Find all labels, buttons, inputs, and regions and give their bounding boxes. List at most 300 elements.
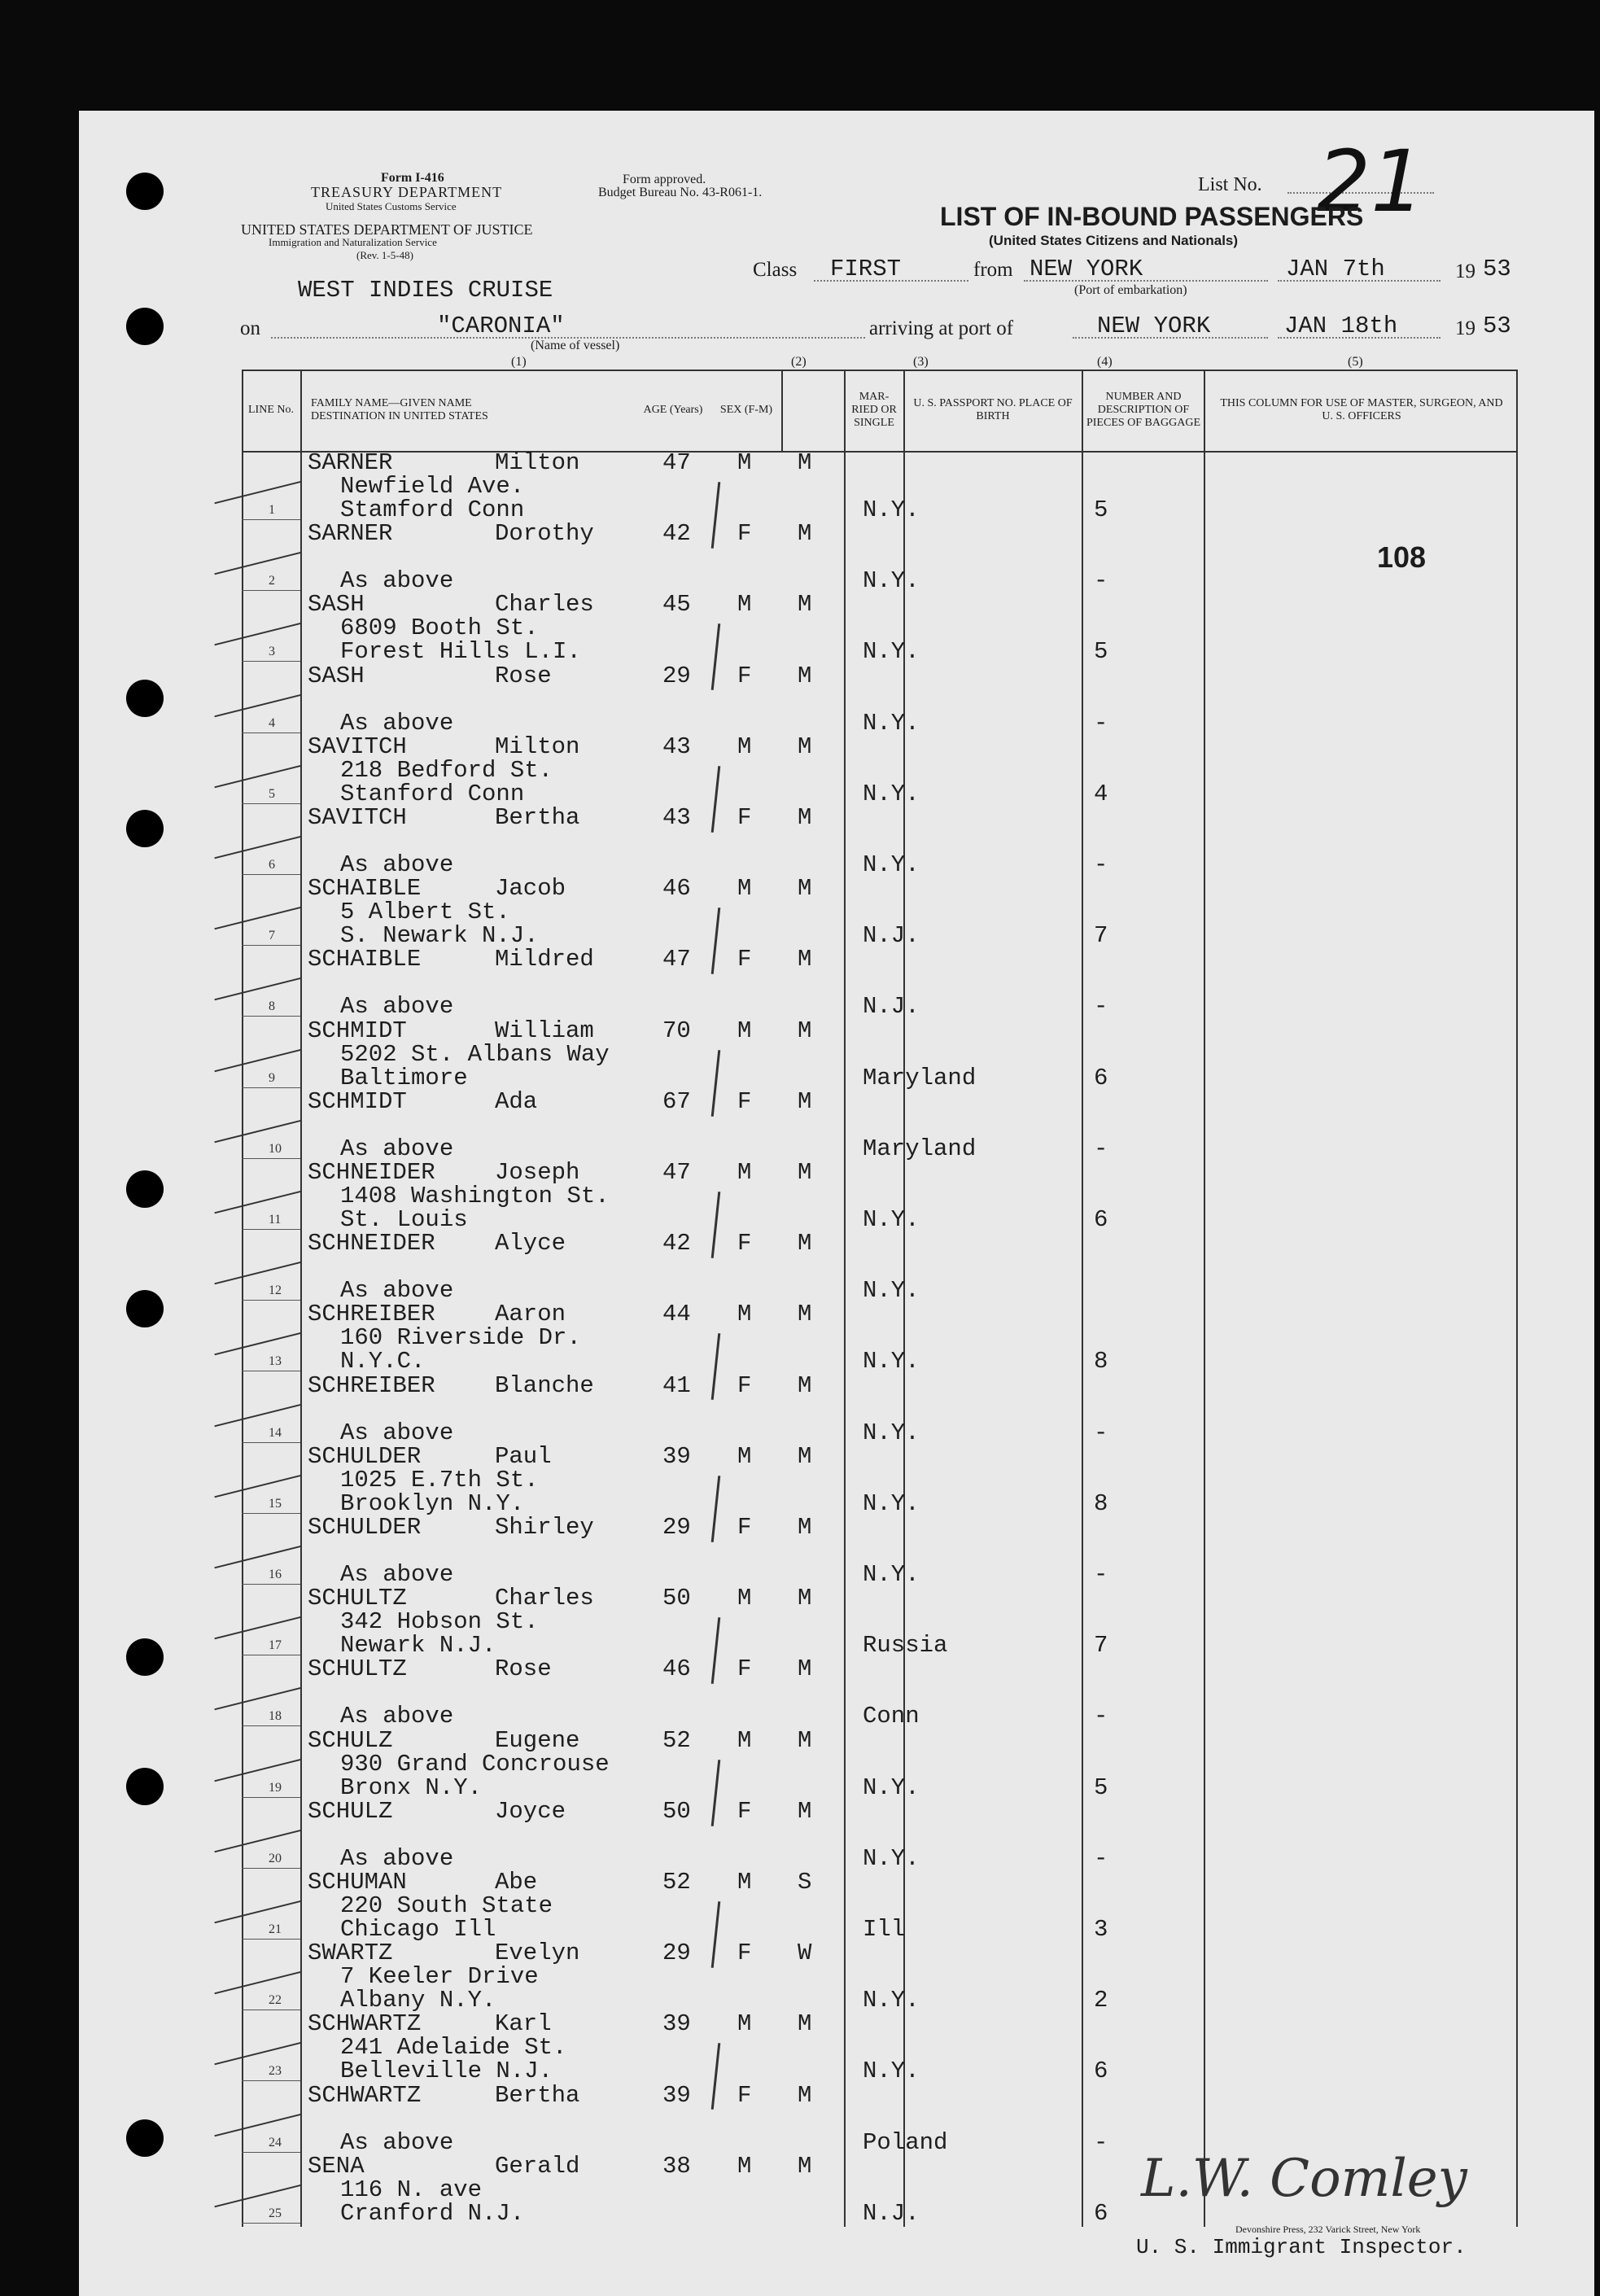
punch-hole xyxy=(126,1638,164,1676)
sex: M xyxy=(737,1017,752,1044)
address-line-2: As above xyxy=(340,1419,454,1446)
line-number: 16 xyxy=(269,1568,282,1581)
sex: M xyxy=(737,449,752,476)
address-line-2: As above xyxy=(340,1135,454,1162)
place-of-birth: N.Y. xyxy=(863,1489,920,1517)
place-of-birth: N.Y. xyxy=(863,709,920,737)
marital-status: M xyxy=(798,946,812,973)
place-of-birth: N.Y. xyxy=(863,638,920,666)
baggage-count: - xyxy=(1094,1135,1108,1162)
customs-service: United States Customs Service xyxy=(326,200,457,212)
address-line-2: As above xyxy=(340,709,454,737)
row-divider xyxy=(242,2152,300,2153)
given-name: William xyxy=(495,1017,594,1044)
place-of-birth: N.Y. xyxy=(863,1206,920,1233)
place-of-birth: N.Y. xyxy=(863,2058,920,2085)
place-of-birth: N.J. xyxy=(863,993,920,1021)
line-number: 1 xyxy=(269,503,275,517)
on-label: on xyxy=(240,317,260,339)
sex: M xyxy=(737,875,752,903)
line-number: 6 xyxy=(269,858,275,872)
page-title: LIST OF IN-BOUND PASSENGERS xyxy=(940,202,1364,231)
family-name: SCHAIBLE xyxy=(308,875,422,903)
punch-hole xyxy=(126,1768,164,1805)
address-line-1: 7 Keeler Drive xyxy=(340,1963,539,1991)
place-of-birth: N.Y. xyxy=(863,851,920,878)
family-name: SCHWARTZ xyxy=(308,2010,422,2038)
baggage-count: 6 xyxy=(1094,2199,1108,2227)
family-name: SCHAIBLE xyxy=(308,946,422,973)
column-number: (4) xyxy=(1097,355,1113,369)
address-line-2: Belleville N.J. xyxy=(340,2058,553,2085)
address-line-2: As above xyxy=(340,1277,454,1305)
address-line-1: 160 Riverside Dr. xyxy=(340,1324,581,1352)
age: 44 xyxy=(662,1301,691,1328)
column-number: (1) xyxy=(511,355,527,369)
sex: M xyxy=(737,733,752,760)
address-line-1: 6809 Booth St. xyxy=(340,614,539,642)
address-line-2: Cranford N.J. xyxy=(340,2199,525,2227)
address-line-2: Stamford Conn xyxy=(340,496,525,523)
family-name: SCHREIBER xyxy=(308,1371,435,1399)
family-name: SCHULDER xyxy=(308,1514,422,1541)
place-of-birth: N.Y. xyxy=(863,1773,920,1801)
header-age: AGE (Years) xyxy=(643,404,703,416)
place-of-birth: Conn xyxy=(863,1703,920,1730)
marital-status: M xyxy=(798,1655,812,1683)
baggage-count: - xyxy=(1094,709,1108,737)
place-of-birth: N.J. xyxy=(863,2199,920,2227)
address-line-2: As above xyxy=(340,1703,454,1730)
given-name: Joyce xyxy=(495,1797,566,1825)
form-number: Form I-416 xyxy=(381,171,444,185)
header-sex: SEX (F-M) xyxy=(719,404,773,416)
row-divider xyxy=(242,1016,300,1017)
age: 70 xyxy=(662,1017,691,1044)
place-of-birth: Russia xyxy=(863,1632,948,1660)
marital-status: M xyxy=(798,1371,812,1399)
family-name: SCHUMAN xyxy=(308,1869,407,1896)
sex: F xyxy=(737,520,752,548)
marital-status: M xyxy=(798,733,812,760)
marital-status: M xyxy=(798,1017,812,1044)
sex: F xyxy=(737,1797,752,1825)
baggage-count: - xyxy=(1094,1561,1108,1588)
header-officers: THIS COLUMN FOR USE OF MASTER, SURGEON, AND U. S. OFFICERS xyxy=(1220,397,1503,422)
marital-status: M xyxy=(798,875,812,903)
form-approved: Form approved. xyxy=(623,173,706,186)
baggage-count: - xyxy=(1094,1844,1108,1872)
family-name: SASH xyxy=(308,591,365,619)
given-name: Shirley xyxy=(495,1514,594,1541)
marital-status: M xyxy=(798,520,812,548)
row-divider xyxy=(242,1087,300,1088)
line-number: 8 xyxy=(269,999,275,1014)
sex: F xyxy=(737,1087,752,1115)
line-number: 18 xyxy=(269,1709,282,1724)
row-divider xyxy=(242,1939,300,1940)
address-line-2: Brooklyn N.Y. xyxy=(340,1489,525,1517)
address-line-2: As above xyxy=(340,567,454,595)
address-line-2: Bronx N.Y. xyxy=(340,1773,483,1801)
sex: F xyxy=(737,662,752,689)
sex: M xyxy=(737,2152,752,2180)
address-line-2: Forest Hills L.I. xyxy=(340,638,581,666)
marital-status: M xyxy=(798,1159,812,1186)
printer-credit: Devonshire Press, 232 Varick Street, New York xyxy=(1235,2224,1421,2235)
place-of-birth: Maryland xyxy=(863,1064,977,1091)
marital-status: M xyxy=(798,2081,812,2109)
family-name: SAVITCH xyxy=(308,804,407,831)
address-line-1: 218 Bedford St. xyxy=(340,756,553,784)
address-line-2: As above xyxy=(340,1561,454,1588)
vessel-name: "CARONIA" xyxy=(437,313,565,339)
sex: M xyxy=(737,1726,752,1754)
line-number: 22 xyxy=(269,1993,282,2008)
family-name: SCHULTZ xyxy=(308,1655,407,1683)
address-line-2: S. Newark N.J. xyxy=(340,922,539,950)
sex: M xyxy=(737,1585,752,1612)
baggage-count: 7 xyxy=(1094,922,1108,950)
punch-hole xyxy=(126,1290,164,1327)
row-divider xyxy=(242,1513,300,1514)
age: 50 xyxy=(662,1797,691,1825)
sex: F xyxy=(737,1940,752,1967)
immigration-service: Immigration and Naturalization Service xyxy=(269,236,437,248)
sex: F xyxy=(737,1514,752,1541)
punch-hole xyxy=(126,680,164,717)
age: 52 xyxy=(662,1726,691,1754)
address-line-1: 116 N. ave xyxy=(340,2176,483,2203)
age: 29 xyxy=(662,1514,691,1541)
family-name: SCHULTZ xyxy=(308,1585,407,1612)
list-number: 21 xyxy=(1317,132,1425,231)
line-number: 2 xyxy=(269,574,275,588)
given-name: Charles xyxy=(495,1585,594,1612)
given-name: Charles xyxy=(495,591,594,619)
line-number: 14 xyxy=(269,1425,282,1440)
punch-hole xyxy=(126,2119,164,2157)
age: 29 xyxy=(662,662,691,689)
family-name: SCHWARTZ xyxy=(308,2081,422,2109)
family-name: SCHMIDT xyxy=(308,1017,407,1044)
sex: M xyxy=(737,1159,752,1186)
sex: F xyxy=(737,1655,752,1683)
line-number: 24 xyxy=(269,2135,282,2149)
sex: F xyxy=(737,804,752,831)
given-name: Mildred xyxy=(495,946,594,973)
marital-status: M xyxy=(798,804,812,831)
family-name: SASH xyxy=(308,662,365,689)
row-divider xyxy=(242,1300,300,1301)
sex: F xyxy=(737,1371,752,1399)
address-line-1: 241 Adelaide St. xyxy=(340,2034,567,2062)
line-number: 7 xyxy=(269,929,275,943)
place-of-birth: N.Y. xyxy=(863,1987,920,2014)
revision-date: (Rev. 1-5-48) xyxy=(356,249,413,261)
given-name: Jacob xyxy=(495,875,566,903)
header-line-no: LINE No. xyxy=(248,404,294,416)
sex: F xyxy=(737,1230,752,1257)
row-divider xyxy=(242,945,300,946)
address-line-1: Newfield Ave. xyxy=(340,473,525,500)
age: 47 xyxy=(662,1159,691,1186)
address-line-2: Albany N.Y. xyxy=(340,1987,496,2014)
family-name: SENA xyxy=(308,2152,365,2180)
line-number: 10 xyxy=(269,1141,282,1156)
given-name: Ada xyxy=(495,1087,538,1115)
row-divider xyxy=(242,1229,300,1230)
marital-status: M xyxy=(798,1585,812,1612)
address-line-2: As above xyxy=(340,851,454,878)
given-name: Joseph xyxy=(495,1159,580,1186)
place-of-birth: N.Y. xyxy=(863,1277,920,1305)
class-label: Class xyxy=(753,259,798,281)
class-value: FIRST xyxy=(830,256,902,282)
marital-status: M xyxy=(798,2010,812,2038)
family-name: SCHULDER xyxy=(308,1442,422,1470)
row-divider xyxy=(242,1584,300,1585)
marital-status: M xyxy=(798,1797,812,1825)
line-number: 5 xyxy=(269,786,275,801)
family-name: SARNER xyxy=(308,449,393,476)
age: 39 xyxy=(662,1442,691,1470)
row-divider xyxy=(242,661,300,662)
treasury-department: TREASURY DEPARTMENT xyxy=(311,184,503,200)
place-of-birth: Maryland xyxy=(863,1135,977,1162)
place-of-birth: N.Y. xyxy=(863,780,920,807)
baggage-count: 8 xyxy=(1094,1348,1108,1375)
line-number: 25 xyxy=(269,2206,282,2220)
address-line-2: St. Louis xyxy=(340,1206,468,1233)
line-number: 9 xyxy=(269,1070,275,1085)
arriving-label: arriving at port of xyxy=(869,317,1014,339)
from-label: from xyxy=(973,259,1013,281)
list-number-label: List No. xyxy=(1198,174,1262,195)
line-number: 3 xyxy=(269,645,275,659)
sex: M xyxy=(737,1301,752,1328)
year-suffix: 53 xyxy=(1483,256,1511,282)
inspector-signature: L.W. Comley xyxy=(1141,2149,1467,2209)
age: 46 xyxy=(662,1655,691,1683)
vessel-caption: (Name of vessel) xyxy=(531,339,620,352)
age: 45 xyxy=(662,591,691,619)
baggage-count: 6 xyxy=(1094,1206,1108,1233)
row-divider xyxy=(242,1442,300,1443)
baggage-count: - xyxy=(1094,567,1108,595)
family-name: SWARTZ xyxy=(308,1940,393,1967)
baggage-count: - xyxy=(1094,1419,1108,1446)
header-married: MAR-RIED OR SINGLE xyxy=(851,391,897,429)
address-line-2: As above xyxy=(340,993,454,1021)
given-name: Eugene xyxy=(495,1726,580,1754)
given-name: Milton xyxy=(495,449,580,476)
sex: F xyxy=(737,946,752,973)
family-name: SAVITCH xyxy=(308,733,407,760)
line-number: 15 xyxy=(269,1496,282,1511)
punch-hole xyxy=(126,1170,164,1208)
column-number: (3) xyxy=(913,355,929,369)
baggage-count: 5 xyxy=(1094,1773,1108,1801)
page-subtitle: (United States Citizens and Nationals) xyxy=(989,233,1239,248)
line-number: 23 xyxy=(269,2064,282,2079)
address-line-1: 5202 St. Albans Way xyxy=(340,1040,610,1068)
given-name: Paul xyxy=(495,1442,552,1470)
line-number: 20 xyxy=(269,1851,282,1865)
age: 47 xyxy=(662,449,691,476)
baggage-count: 5 xyxy=(1094,638,1108,666)
row-divider xyxy=(242,519,300,520)
place-of-birth: N.Y. xyxy=(863,567,920,595)
row-divider xyxy=(242,803,300,804)
arrival-date: JAN 18th xyxy=(1284,313,1398,339)
given-name: Bertha xyxy=(495,2081,580,2109)
address-line-2: Baltimore xyxy=(340,1064,468,1091)
family-name: SCHNEIDER xyxy=(308,1159,435,1186)
marital-status: M xyxy=(798,662,812,689)
baggage-count: 8 xyxy=(1094,1489,1108,1517)
column-number: (2) xyxy=(791,355,807,369)
marital-status: M xyxy=(798,449,812,476)
place-of-birth: N.Y. xyxy=(863,1419,920,1446)
marital-status: W xyxy=(798,1940,812,1967)
baggage-count: 5 xyxy=(1094,496,1108,523)
marital-status: M xyxy=(798,1442,812,1470)
line-number: 13 xyxy=(269,1354,282,1369)
line-number: 11 xyxy=(269,1213,282,1227)
sex: M xyxy=(737,1442,752,1470)
age: 50 xyxy=(662,1585,691,1612)
embarkation-date: JAN 7th xyxy=(1286,256,1385,282)
family-name: SCHULZ xyxy=(308,1797,393,1825)
address-line-2: As above xyxy=(340,1844,454,1872)
given-name: Bertha xyxy=(495,804,580,831)
address-line-1: 5 Albert St. xyxy=(340,899,510,926)
sex: M xyxy=(737,2010,752,2038)
year-prefix: 19 xyxy=(1455,260,1475,282)
sex: M xyxy=(737,591,752,619)
marital-status: M xyxy=(798,1087,812,1115)
address-line-2: Newark N.J. xyxy=(340,1632,496,1660)
given-name: Aaron xyxy=(495,1301,566,1328)
given-name: Rose xyxy=(495,1655,552,1683)
inspector-label: U. S. Immigrant Inspector. xyxy=(1136,2235,1467,2259)
family-name: SCHREIBER xyxy=(308,1301,435,1328)
baggage-count: 6 xyxy=(1094,1064,1108,1091)
embarkation-port: NEW YORK xyxy=(1030,256,1143,282)
address-line-1: 220 South State xyxy=(340,1892,553,1919)
age: 52 xyxy=(662,1869,691,1896)
given-name: Dorothy xyxy=(495,520,594,548)
place-of-birth: N.Y. xyxy=(863,1348,920,1375)
row-divider xyxy=(242,590,300,591)
budget-bureau: Budget Bureau No. 43-R061-1. xyxy=(598,186,763,199)
given-name: Karl xyxy=(495,2010,552,2038)
sex: F xyxy=(737,2081,752,2109)
age: 39 xyxy=(662,2081,691,2109)
family-name: SCHULZ xyxy=(308,1726,393,1754)
punch-hole xyxy=(126,308,164,345)
address-line-2: N.Y.C. xyxy=(340,1348,426,1375)
age: 39 xyxy=(662,2010,691,2038)
age: 43 xyxy=(662,804,691,831)
address-line-1: 1025 E.7th St. xyxy=(340,1466,539,1493)
given-name: Alyce xyxy=(495,1230,566,1257)
age: 47 xyxy=(662,946,691,973)
age: 41 xyxy=(662,1371,691,1399)
header-baggage: NUMBER AND DESCRIPTION OF PIECES OF BAGGAGE xyxy=(1086,391,1200,429)
place-of-birth: N.Y. xyxy=(863,1561,920,1588)
address-line-2: As above xyxy=(340,2128,454,2156)
given-name: Blanche xyxy=(495,1371,594,1399)
given-name: Gerald xyxy=(495,2152,580,2180)
row-divider xyxy=(242,2080,300,2081)
row-divider xyxy=(242,2223,300,2224)
officer-stamp: 108 xyxy=(1377,540,1427,574)
line-number: 4 xyxy=(269,715,275,730)
justice-department: UNITED STATES DEPARTMENT OF JUSTICE xyxy=(241,221,533,238)
marital-status: M xyxy=(798,1230,812,1257)
baggage-count: 3 xyxy=(1094,1916,1108,1943)
line-number: 21 xyxy=(269,1922,282,1936)
sex: M xyxy=(737,1869,752,1896)
family-name: SCHMIDT xyxy=(308,1087,407,1115)
given-name: Rose xyxy=(495,662,552,689)
line-number: 17 xyxy=(269,1638,282,1653)
row-divider xyxy=(242,1868,300,1869)
header-name: FAMILY NAME—GIVEN NAME DESTINATION IN UNITED STATES xyxy=(311,397,488,422)
baggage-count: 2 xyxy=(1094,1987,1108,2014)
place-of-birth: N.Y. xyxy=(863,1844,920,1872)
row-divider xyxy=(242,1725,300,1726)
baggage-count: - xyxy=(1094,851,1108,878)
given-name: Milton xyxy=(495,733,580,760)
address-line-2: Stanford Conn xyxy=(340,780,525,807)
header-passport: U. S. PASSPORT NO. PLACE OF BIRTH xyxy=(913,397,1073,422)
age: 38 xyxy=(662,2152,691,2180)
port-embarkation-caption: (Port of embarkation) xyxy=(1074,283,1187,297)
address-line-1: 930 Grand Concrouse xyxy=(340,1750,610,1778)
baggage-count: 4 xyxy=(1094,780,1108,807)
baggage-count: - xyxy=(1094,993,1108,1021)
column-number: (5) xyxy=(1348,355,1363,369)
marital-status: S xyxy=(798,1869,812,1896)
year-suffix: 53 xyxy=(1483,313,1511,339)
cruise-name: WEST INDIES CRUISE xyxy=(298,277,553,304)
place-of-birth: Poland xyxy=(863,2128,948,2156)
year-prefix: 19 xyxy=(1455,317,1475,339)
line-number: 19 xyxy=(269,1780,282,1795)
row-divider xyxy=(242,1797,300,1798)
family-name: SARNER xyxy=(308,520,393,548)
row-divider xyxy=(242,1158,300,1159)
row-divider xyxy=(242,874,300,875)
age: 29 xyxy=(662,1940,691,1967)
address-line-2: Chicago Ill xyxy=(340,1916,496,1943)
address-line-1: 342 Hobson St. xyxy=(340,1608,539,1636)
marital-status: M xyxy=(798,1514,812,1541)
arrival-port: NEW YORK xyxy=(1097,313,1211,339)
baggage-count: - xyxy=(1094,2128,1108,2156)
punch-hole xyxy=(126,810,164,847)
baggage-count: 6 xyxy=(1094,2058,1108,2085)
age: 42 xyxy=(662,1230,691,1257)
given-name: Abe xyxy=(495,1869,538,1896)
age: 46 xyxy=(662,875,691,903)
age: 42 xyxy=(662,520,691,548)
marital-status: M xyxy=(798,2152,812,2180)
baggage-count: - xyxy=(1094,1703,1108,1730)
